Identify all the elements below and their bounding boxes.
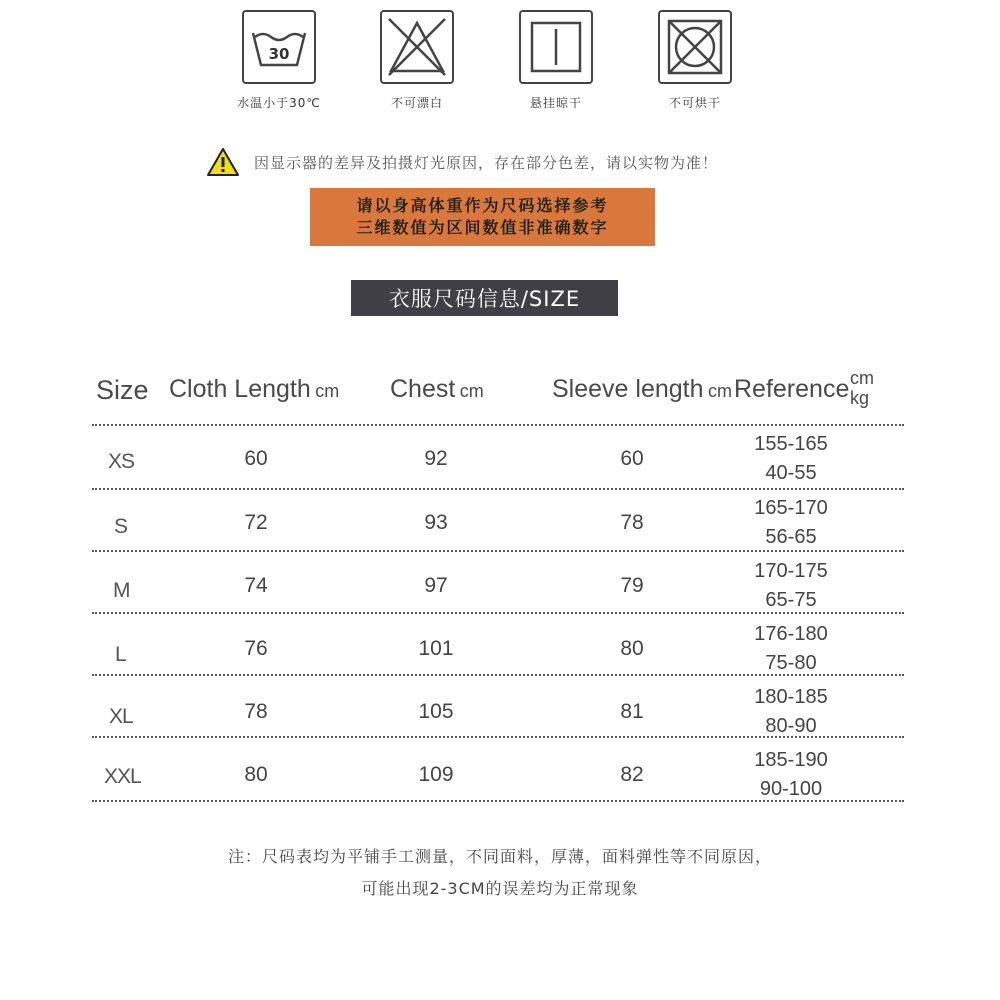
header-size: Size [96,375,149,405]
length-cell: 74 [244,574,268,597]
chest-cell: 93 [424,511,448,534]
notice-text: 因显示器的差异及拍摄灯光原因，存在部分色差，请以实物为准！ [254,153,719,172]
reference-weight: 75-80 [765,652,817,674]
table-row [0,618,1000,680]
sleeve-cell: 80 [620,637,644,660]
reference-height: 180-185 [754,686,828,708]
sleeve-cell: 82 [620,763,644,786]
reference-cell [731,618,851,680]
reference-height: 155-165 [754,433,828,455]
reference-weight: 90-100 [759,778,823,800]
length-cell: 80 [244,763,268,786]
guide-line-2: 三维数值为区间数值非准确数字 [356,218,609,237]
care-item-wash [219,10,339,111]
header-sleeve-length: Sleeve length cm [552,375,732,403]
size-cell: XL [109,705,133,728]
reference-cell [731,492,851,554]
chest-cell: 105 [418,700,454,723]
footnote-line-2: 可能出现2-3CM的误差均为正常现象 [361,879,639,898]
header-reference-units: cm kg [850,368,874,408]
reference-height: 170-175 [754,560,828,582]
length-cell: 60 [244,447,268,470]
wash-temp-label: 30 [268,45,290,63]
size-guide-banner [310,188,655,246]
reference-cell [731,744,851,806]
no-tumble-dry-icon [658,10,732,84]
care-instructions [0,10,1000,120]
reference-weight: 40-55 [765,462,817,484]
chest-cell: 109 [418,763,454,786]
size-cell: XXL [104,765,141,788]
table-row [0,492,1000,554]
care-label: 水温小于30℃ [237,96,321,110]
sleeve-cell: 78 [620,511,644,534]
chest-cell: 97 [424,574,448,597]
chest-cell: 101 [418,637,454,660]
reference-weight: 65-75 [765,589,817,611]
no-bleach-icon [380,10,454,84]
header-cloth-length: Cloth Length cm [169,375,340,403]
size-section-title: 衣服尺码信息/SIZE [351,280,618,316]
reference-height: 176-180 [754,623,828,645]
reference-height: 185-190 [754,749,828,771]
table-row [0,555,1000,617]
footnote-line-1: 注：尺码表均为平铺手工测量，不同面料，厚薄，面料弹性等不同原因， [227,847,772,866]
care-item-bleach [357,10,477,111]
size-cell: L [115,643,126,666]
size-cell: S [114,515,128,538]
length-cell: 76 [244,637,268,660]
chest-cell: 92 [424,447,448,470]
reference-weight: 80-90 [765,715,817,737]
table-row [0,428,1000,490]
header-chest: Chest cm [390,375,484,403]
sleeve-cell: 60 [620,447,644,470]
table-divider [92,424,904,426]
reference-cell [731,681,851,743]
care-item-tumble-dry [635,10,755,111]
size-cell: XS [108,450,135,473]
sleeve-cell: 81 [620,700,644,723]
color-notice [206,146,826,178]
warning-icon [206,147,240,177]
care-label: 不可烘干 [668,96,721,110]
sleeve-cell: 79 [620,574,644,597]
guide-line-1: 请以身高体重作为尺码选择参考 [356,196,609,215]
care-label: 悬挂晾干 [529,96,582,110]
table-row [0,744,1000,806]
length-cell: 78 [244,700,268,723]
header-reference: Reference [734,375,850,403]
length-cell: 72 [244,511,268,534]
reference-height: 165-170 [754,497,828,519]
reference-cell [731,555,851,617]
hang-dry-icon [519,10,593,84]
size-cell: M [113,579,130,602]
care-label: 不可漂白 [390,96,443,110]
reference-weight: 56-65 [765,526,817,548]
table-row [0,681,1000,743]
size-table-header [90,365,905,420]
care-item-hang-dry [496,10,616,111]
wash-30-icon [242,10,316,84]
reference-cell [731,428,851,490]
